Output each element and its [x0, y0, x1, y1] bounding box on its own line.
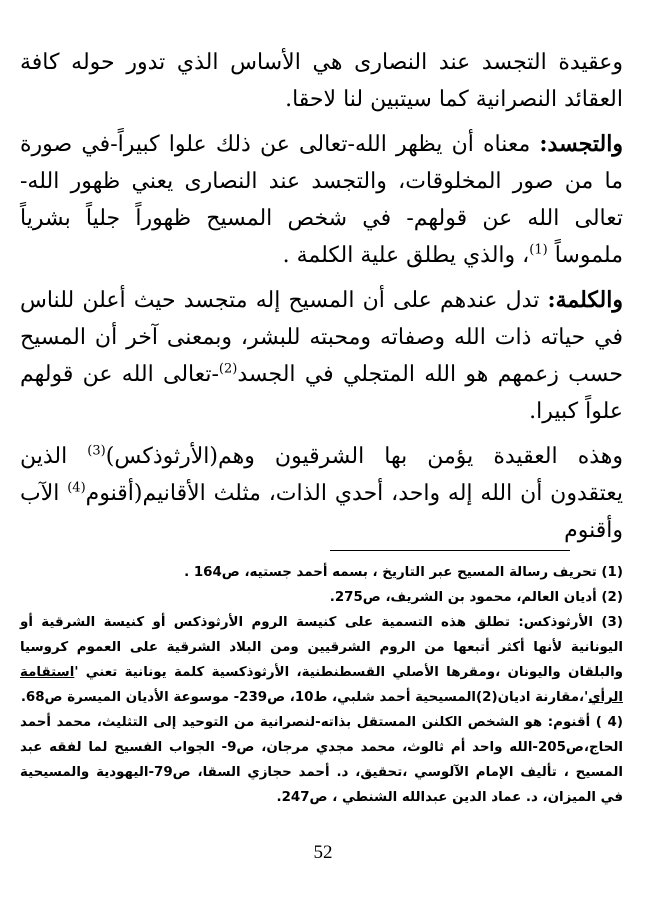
term-kalima: والكلمة: — [547, 287, 623, 313]
footnote-4: (4 ) أقنوم: هو الشخص الكلنن المستقل بذاته-لنصرانية من التوحيد إلى التثليث، محمد أحمد الحاج،ص205-الله واحد أم ثالوث، محمد مجدي مرجان، ص9- الجواب الفسيح لما لفقه عبد المسيح ، تأليف الإمام الآلوسي ،تحقيق، د. أحمد حجازي السقا، ص79-اليهودية والمسيحية في الميزان، د. عماد الدين عبدالله الشنطي ، ص247. — [20, 715, 623, 805]
paragraph-kalima — [20, 282, 623, 430]
main-text — [20, 44, 623, 557]
footnote-separator — [330, 550, 570, 551]
kalima-text-2: -تعالى الله عن قولهم علواً كبيرا. — [20, 362, 623, 424]
footnote-3 — [20, 610, 623, 710]
tajassud-text-1: معناه أن يظهر الله-تعالى عن ذلك علوا كبيراً-في صورة ما من صور المخلوقات، والتجسد عند النصارى يعني ظهور الله- تعالى الله عن قولهم- في شخص المسيح ظهوراً جلياً بشرياً ملموساً — [20, 132, 623, 268]
footnote-3-text-b: '،مقارنة اديان(2)المسيحية أحمد شلبي، ط10، ص239- موسوعة الأديان الميسرة ص68. — [20, 690, 589, 705]
footnote-ref-4: (4) — [67, 480, 86, 496]
footnote-3-underlined: استقامة الرأي — [20, 665, 623, 705]
footnote-3-text-a: (3) الأرثوذكس: تطلق هذه التسمية على كنيسة الروم الأرثوذكس أو كنيسة الشرقية أو اليونانية لأنها أكثر أتبعها من الروم الشرقيين ومن البلاد الشرقية على العموم كروسيا والبلقان واليونان ،ومقرها الأصلي القسطنطنية، الأرثوذكسية كلمة يونانية تعني ' — [20, 615, 623, 680]
kalima-text-1: تدل عندهم على أن المسيح إله متجسد حيث أعلن للناس في حياته ذات الله وصفاته ومحبته للبشر، وبمعنى آخر أن المسيح حسب زعمهم هو الله المتجلي في الجسد — [20, 288, 624, 387]
footnote-2: (2) أديان العالم، محمود بن الشريف، ص275. — [329, 590, 623, 605]
paragraph-aqida-intro — [20, 44, 623, 118]
aqida-text-2: الذين يعتقدون أن الله إله واحد، أحدي الذات، مثلث الأقانيم(أقنوم — [20, 444, 623, 506]
footnote-1: (1) تحريف رسالة المسيح عبر التاريخ ، بسمه أحمد جستيه، ص164 . — [184, 565, 623, 580]
aqida-text-1: وهذه العقيدة يؤمن بها الشرقيون وهم(الأرثوذكس) — [105, 444, 623, 469]
paragraph-orthodox — [20, 438, 623, 549]
footnote-ref-1: (1) — [529, 242, 548, 258]
footnote-ref-2: (2) — [218, 361, 238, 377]
paragraph-aqida-intro-text: وعقيدة التجسد عند النصارى هي الأساس الذي تدور حوله كافة العقائد النصرانية كما سيتبين لنا لاحقا. — [20, 50, 623, 112]
footnotes — [20, 560, 623, 810]
paragraph-tajassud — [20, 126, 623, 274]
aqida-text-3: الآب وأقنوم — [20, 481, 623, 543]
tajassud-text-2: ، والذي يطلق علية الكلمة . — [282, 243, 530, 268]
term-tajassud: والتجسد: — [539, 131, 623, 157]
page-number: 52 — [313, 842, 333, 863]
footnote-ref-3: (3) — [87, 443, 106, 459]
